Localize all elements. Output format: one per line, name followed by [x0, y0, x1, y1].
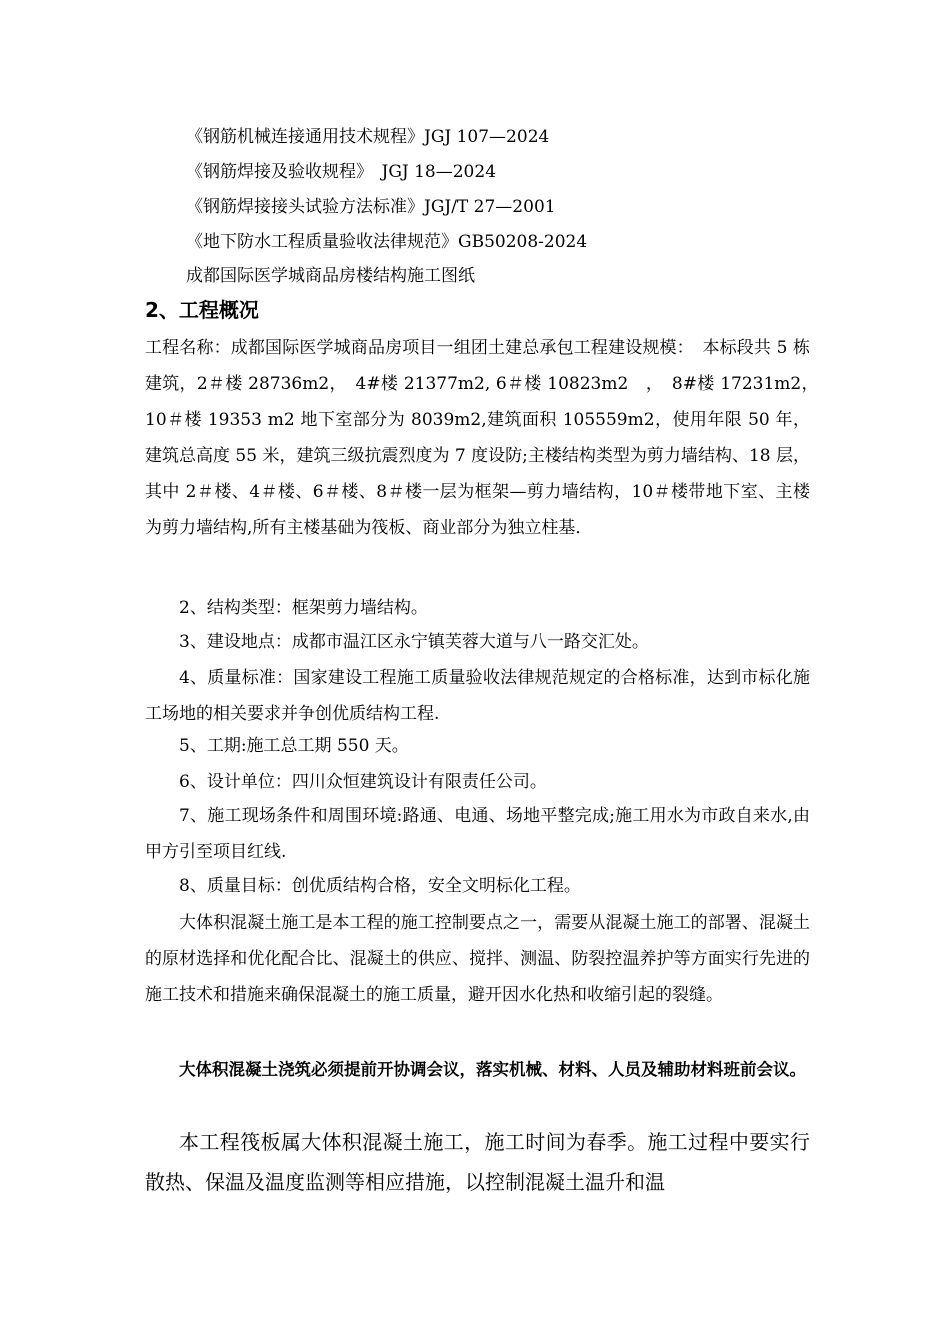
list-item: 4、质量标准：国家建设工程施工质量验收法律规范规定的合格标准，达到市标化施工场地的相关要求并争创优质结构工程. — [145, 668, 810, 724]
reference-line: 《钢筋机械连接通用技术规程》JGJ 107—2024 — [186, 127, 550, 147]
bold-note: 大体积混凝土浇筑必须提前开协调会议，落实机械、材料、人员及辅助材料班前会议。 — [179, 1060, 806, 1079]
reference-line: 成都国际医学城商品房楼结构施工图纸 — [186, 266, 475, 286]
reference-line: 《钢筋焊接接头试验方法标准》JGJ/T 27—2001 — [186, 197, 556, 217]
list-item: 5、工期:施工总工期 550 天。 — [179, 736, 409, 756]
mass-concrete-paragraph: 大体积混凝土施工是本工程的施工控制要点之一，需要从混凝土施工的部署、混凝土的原材选择和优化配合比、混凝土的供应、搅拌、测温、防裂控温养护等方面实行先进的施工技术和措施来确保混凝土的施工质量，避开因水化热和收缩引起的裂缝。 — [145, 913, 810, 1005]
list-item: 6、设计单位：四川众恒建筑设计有限责任公司。 — [179, 772, 547, 792]
section-heading: 2、工程概况 — [145, 298, 259, 322]
list-item: 3、建设地点：成都市温江区永宁镇芙蓉大道与八一路交汇处。 — [179, 632, 649, 652]
list-item: 2、结构类型：框架剪力墙结构。 — [179, 598, 428, 618]
list-item: 7、施工现场条件和周围环境:路通、电通、场地平整完成;施工用水为市政自来水,由甲方引至项目红线. — [145, 806, 810, 862]
raft-paragraph: 本工程筏板属大体积混凝土施工，施工时间为春季。施工过程中要实行散热、保温及温度监测等相应措施，以控制混凝土温升和温 — [145, 1130, 810, 1194]
list-item: 8、质量目标：创优质结构合格，安全文明标化工程。 — [179, 876, 581, 896]
reference-line: 《钢筋焊接及验收规程》 JGJ 18—2024 — [186, 162, 497, 182]
reference-line: 《地下防水工程质量验收法律规范》GB50208-2024 — [186, 232, 588, 252]
overview-paragraph: 工程名称：成都国际医学城商品房项目一组团土建总承包工程建设规模： 本标段共 5 栋建筑，2＃楼 28736m2， 4#楼 21377m2, 6＃楼 10823m2 ， 8#楼 17231m2， 10＃楼 19353 m2 地下室部分为 8039m2,建筑面积 105559m2，使用年限 50 年，建筑总高度 55 米，建筑三级抗震烈度为 7 度设防;主楼结构类型为剪力墙结构、18 层，其中 2＃楼、4＃楼、6＃楼、8＃楼一层为框架—剪力墙结构，10＃楼带地下室、主楼为剪力墙结构,所有主楼基础为筏板、商业部分为独立柱基． — [145, 338, 827, 538]
